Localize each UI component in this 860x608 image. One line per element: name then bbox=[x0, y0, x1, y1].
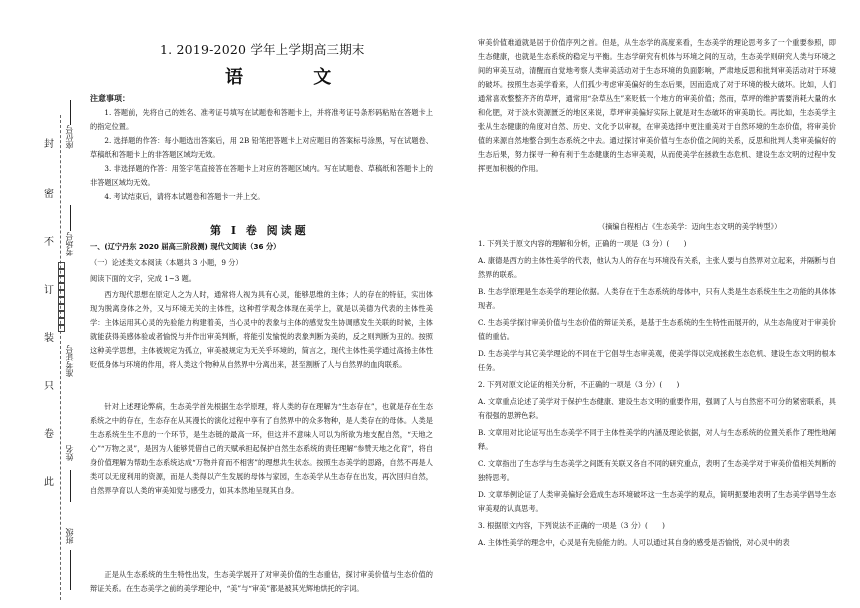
subsection-label: （一）论述类文本阅读（本题共 3 小题，9 分） bbox=[90, 258, 243, 267]
part-label: 一、(辽宁丹东 2020 届高三阶段测) 现代文阅读（36 分） bbox=[90, 242, 281, 251]
seat-number-label: 座位号 bbox=[65, 125, 74, 149]
binding-dashed-line bbox=[60, 115, 61, 600]
binding-char: 装 bbox=[44, 333, 54, 344]
question-stem: 2. 下列对原文论证的相关分析，不正确的一项是（3 分）( ) bbox=[478, 380, 680, 389]
passage-paragraph: 西方现代思想在原定人之为人时，通常将人视为具有心灵，能够思维的主体；人的存在的特征，实出体现为脱离身体之外，又与环境无关的主体性，这种哲学观念体现在美学上，就是以美德为代表的主体性美学：主体运用其心灵的先验能力构建着美，当心灵中的表象与主体的感觉发生协调感发生关联的时候，主体就能获得美感体验或者愉悦与并作出审美判断，将能引发愉悦的表象判断为美的，反之则判断为丑的。按照这种美学思想，主体被规定为孤立，审美被规定为无关乎环境的，简言之，现代主体性美学通过高扬主体性贬低身体与环境的作用，将人类这个物种从自然界中分离出来，甚至割断了人与自然界的血肉联系。 bbox=[90, 290, 433, 369]
question-option: B. 文章用对比论证写出生态美学不同于主体性美学的内涵及理论依据，对人与生态系统的位置关系作了理性地阐释。 bbox=[478, 428, 836, 452]
name-line bbox=[70, 470, 71, 502]
binding-char: 不 bbox=[44, 237, 54, 248]
question-stem: 1. 下列关于原文内容的理解和分析，正确的一项是（3 分）( ) bbox=[478, 239, 687, 248]
passage-paragraph: 正是从生态系统的生生特性出发，生态美学展开了对审美价值的生态重估，探讨审美价值与生态价值的辩证关系。在生态美学之前的美学理论中，“美”与“审美”都是被其光辉地烘托的字词。 bbox=[90, 570, 433, 593]
question-option: A. 文章重点论述了美学对于保护生态健康、建设生态文明的重要作用，强调了人与自然密不可分的紧密联系，具有很强的思辨色彩。 bbox=[478, 397, 836, 421]
note-item: 3. 非选择题的作答：用签字笔直接答在答题卡上对应的答题区域内。写在试题卷、草稿纸和答题卡上的非答题区域均无效。 bbox=[90, 164, 433, 187]
question-option: D. 文章举例论证了人类审美偏好会造成生态环境破坏这一生态美学的观点，简明扼要地表明了生态美学倡导生态审美观的认真思考。 bbox=[478, 490, 836, 514]
binding-strip bbox=[0, 0, 82, 608]
binding-char: 订 bbox=[44, 285, 54, 296]
question-option: C. 生态美学探讨审美价值与生态价值的辩证关系，是基于生态系统的生生特性而展开的，从生态角度对于审美价值的重估。 bbox=[478, 318, 836, 342]
note-item: 1. 答题前，先将自己的姓名、准考证号填写在试题卷和答题卡上，并将准考证号条形码粘贴在答题卡上的指定位置。 bbox=[90, 108, 433, 131]
binding-char: 卷 bbox=[44, 429, 54, 440]
instruction-text: 阅读下面的文字，完成 1~3 题。 bbox=[90, 274, 196, 283]
binding-char: 密 bbox=[44, 189, 54, 200]
question-option: A. 康德是西方的主体性美学的代表，他认为人的存在与环境没有关系，主张人要与自然界对立起来，并隔断与自然界的联系。 bbox=[478, 256, 836, 280]
question-stem: 3. 根据原文内容，下列说法不正确的一项是（3 分）( ) bbox=[478, 521, 665, 530]
exam-room-label: 考场号 bbox=[65, 232, 74, 256]
binding-char: 此 bbox=[44, 477, 54, 488]
subject-title: 语 文 bbox=[225, 67, 364, 88]
admission-number-boxes[interactable] bbox=[58, 262, 66, 332]
exam-room-line bbox=[70, 205, 71, 231]
binding-char: 只 bbox=[44, 381, 54, 392]
class-line bbox=[70, 550, 71, 590]
passage-paragraph: 审美价值难道就是居于价值序列之首。但是，从生态学的高度来看，生态美学的理论思考多了一个重要参照，即生态健康，也就是生态系统的稳定与平衡。生态学研究有机体与环境之间的互动，生态美学则研究人类与环境之间的审美互动，清醒而自觉地考察人类审美活动对于生态环境的负面影响，严肃地反思和批判审美活动对于环境的破坏。按照生态美学看来，人们孤少考虑审美偏好的生态后果，因而造成了对于环境的极大破坏。比如，人们通常喜欢整整齐齐的草坪，通常用“杂草丛生”来贬低一个地方的审美价值；然而，草坪的维护需要消耗大量的水和化肥，对于淡水资源匮乏的地区来说，草坪审美偏好实际上就是对生态破坏的审美助长。再比如，生态美学主张从生态健康的角度对自然、历史、文化予以审视，在审美选择中更注重美对于自然环境的生态价值，将审美价值的来源自然地整合到生态系统之中去。通过探讨审美价值与生态价值之间的关系，反思和批判人类审美偏好的生态后果，努力探寻一种有利于生态健康的生态审美观，从而使美学在拯救生态危机、建设生态文明的过程中发挥更加积极的作用。 bbox=[478, 38, 836, 173]
name-label: 姓名 bbox=[65, 445, 74, 461]
note-item: 2. 选择题的作答：每小题选出答案后，用 2B 铅笔把答题卡上对应题目的答案标号涂黑，写在试题卷、草稿纸和答题卡上的非答题区域均无效。 bbox=[90, 136, 433, 159]
passage-citation: （摘编自程相占《生态美学：迈向生态文明的美学转型》） bbox=[598, 222, 782, 231]
note-item: 4. 考试结束后，请将本试题卷和答题卡一并上交。 bbox=[104, 192, 265, 201]
passage-paragraph: 针对上述理论弊病，生态美学首先根据生态学原理，将人类的存在理解为“生态存在”，也就是存在生态系统之中的存在，生态存在从其漫长的演化过程中享有了自然界中的众多物种，是人类存在的母体。人类是生态系统生生不息的一个环节，是生态链的最高一环，但这并不意味人可以为所欲为地支配自然，“天地之心”“万物之灵”，是因为人能够凭借自己的天赋承担起保护自然生态系统的责任理解“参赞天地之化育”，将自身价值理解为帮助生态系统达成“万物并育而不相害”的理想共生状态。按照生态美学的思路，自然不再是人类可以无度利用的资源，而是人类得以产生发展的母体与家园，生态美学从生态存在出发，再次回归自然，自然界孕育以人类的审美知觉与感受力，如其本然地呈现其自身。 bbox=[90, 402, 433, 495]
admission-number-label: 准考证号 bbox=[65, 345, 74, 377]
exam-title: 1. 2019-2020 学年上学期高三期末 bbox=[160, 42, 365, 57]
question-option: C. 文章指出了生态学与生态美学之间既有关联又各自不同的研究重点，表明了生态美学对于审美价值相关判断的独特思考。 bbox=[478, 459, 836, 483]
question-option: A. 主体性美学的理念中，心灵是有先验能力的。人可以通过其自身的感受是否愉悦，对心灵中的表 bbox=[478, 538, 790, 547]
question-option: D. 生态美学与其它美学理论的不同在于它倡导生态审美观，使美学得以完成拯救生态危机、建设生态文明的根本任务。 bbox=[478, 349, 836, 373]
seat-number-line bbox=[70, 100, 71, 125]
class-label: 班级 bbox=[65, 528, 74, 544]
binding-char: 封 bbox=[44, 139, 54, 150]
section-title: 第 I 卷 阅读题 bbox=[210, 224, 309, 237]
notes-heading: 注意事项： bbox=[90, 94, 130, 103]
question-option: B. 生态学原理是生态美学的理论依据。人类存在于生态系统的母体中，只有人类是生态系统生生之功能的具体体现者。 bbox=[478, 287, 836, 311]
